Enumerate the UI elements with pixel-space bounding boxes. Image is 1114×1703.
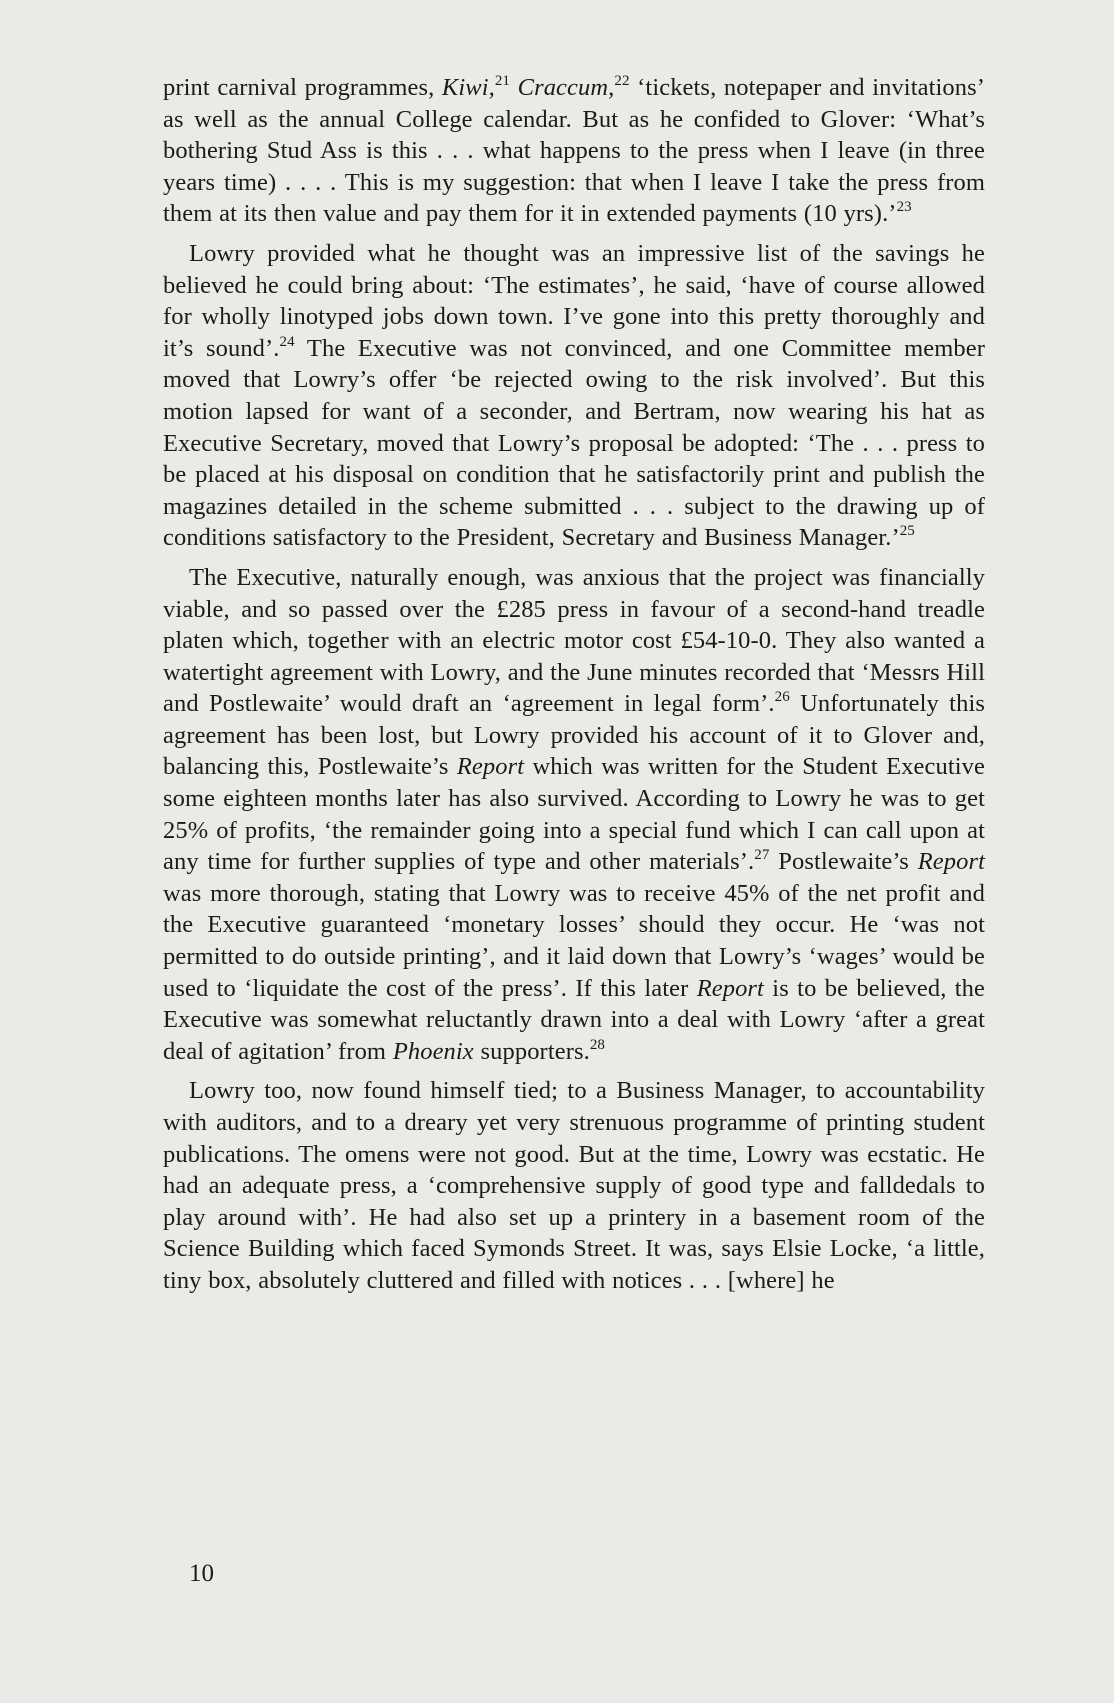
paragraph xyxy=(163,562,985,1068)
paragraph xyxy=(163,72,985,230)
text-run: ‘tickets, notepaper and invitations’ as well as the annual College calendar. But as he confided to Glover: ‘What’s bothering Stud Ass is this . . . what happens to the press when I leave (in three years time) . . . . This is my suggestion: that when I leave I take the press from them at its then value and pay them for it in extended payments (10 yrs).’ xyxy=(163,74,985,228)
footnote-ref: 28 xyxy=(589,1036,606,1053)
italic-text: Report xyxy=(696,974,764,1002)
italic-text: Kiwi, xyxy=(441,74,495,101)
text-run: The Executive, naturally enough, was anxious that the project was financially viable, and so passed over the £285 press in favour of a second-hand treadle platen which, together with an electric motor cost £54-10-0. They also wanted a watertight agreement with Lowry, and the June minutes recorded that ‘Messrs Hill and Postlewaite’ would draft an ‘agreement in legal form’. xyxy=(163,563,985,718)
footnote-ref: 27 xyxy=(754,847,770,864)
paragraph xyxy=(163,1075,985,1296)
footnote-ref: 22 xyxy=(614,72,630,89)
text-run: Unfortunately this agreement has been lost, but Lowry provided his account of it to Glover and, balancing this, Postlewaite’s xyxy=(163,690,985,781)
footnote-ref: 23 xyxy=(896,199,912,216)
italic-text: Craccum, xyxy=(517,74,615,101)
italic-text: Report xyxy=(917,848,985,876)
text-run xyxy=(510,74,518,101)
footnote-ref: 24 xyxy=(279,333,295,350)
text-run: Postlewaite’s xyxy=(769,848,918,876)
text-run: is to be believed, the Executive was somewhat reluctantly drawn into a deal with Lowry ‘after a great deal of agitation’ from xyxy=(163,974,985,1065)
text-run: which was written for the Student Executive some eighteen months later has also survived. According to Lowry he was to get 25% of profits, ‘the remainder going into a special fund which I can call upon at any time for further supplies of type and other materials’. xyxy=(163,753,985,876)
footnote-ref: 25 xyxy=(899,523,915,540)
paragraph xyxy=(163,238,985,554)
text-run: was more thorough, stating that Lowry was to receive 45% of the net profit and the Executive guaranteed ‘monetary losses’ should they occur. He ‘was not permitted to do outside printing’, and it laid down that Lowry’s ‘wages’ would be used to ‘liquidate the cost of the press’. If this later xyxy=(163,879,985,1002)
italic-text: Phoenix xyxy=(392,1037,474,1065)
page-number: 10 xyxy=(189,1560,214,1587)
text-run: supporters. xyxy=(473,1037,590,1065)
footnote-ref: 26 xyxy=(774,689,790,706)
body-text xyxy=(163,72,985,1305)
text-run: print carnival programmes, xyxy=(163,74,442,101)
footnote-ref: 21 xyxy=(494,72,511,89)
text-run: Lowry provided what he thought was an impressive list of the savings he believed he could bring about: ‘The estimates’, he said, ‘have of course allowed for wholly linotyped jobs down town. I’ve gone into this pretty thoroughly and it’s sound’. xyxy=(163,239,985,362)
text-run: The Executive was not convinced, and one Committee member moved that Lowry’s offer ‘be rejected owing to the risk involved’. But this motion lapsed for want of a seconder, and Bertram, now wearing his hat as Executive Secretary, moved that Lowry’s proposal be adopted: ‘The . . . press to be placed at his disposal on condition that he satisfactorily print and publish the magazines detailed in the scheme submitted . . . subject to the drawing up of conditions satisfactory to the President, Secretary and Business Manager.’ xyxy=(163,334,985,552)
italic-text: Report xyxy=(456,753,525,781)
text-run: Lowry too, now found himself tied; to a Business Manager, to accountability with auditors, and to a dreary yet very strenuous programme of printing student publications. The omens were not good. But at the time, Lowry was ecstatic. He had an adequate press, a ‘comprehensive supply of good type and falldedals to play around with’. He had also set up a printery in a basement room of the Science Building which faced Symonds Street. It was, says Elsie Locke, ‘a little, tiny box, absolutely cluttered and filled with notices . . . [where] he xyxy=(163,1077,985,1294)
